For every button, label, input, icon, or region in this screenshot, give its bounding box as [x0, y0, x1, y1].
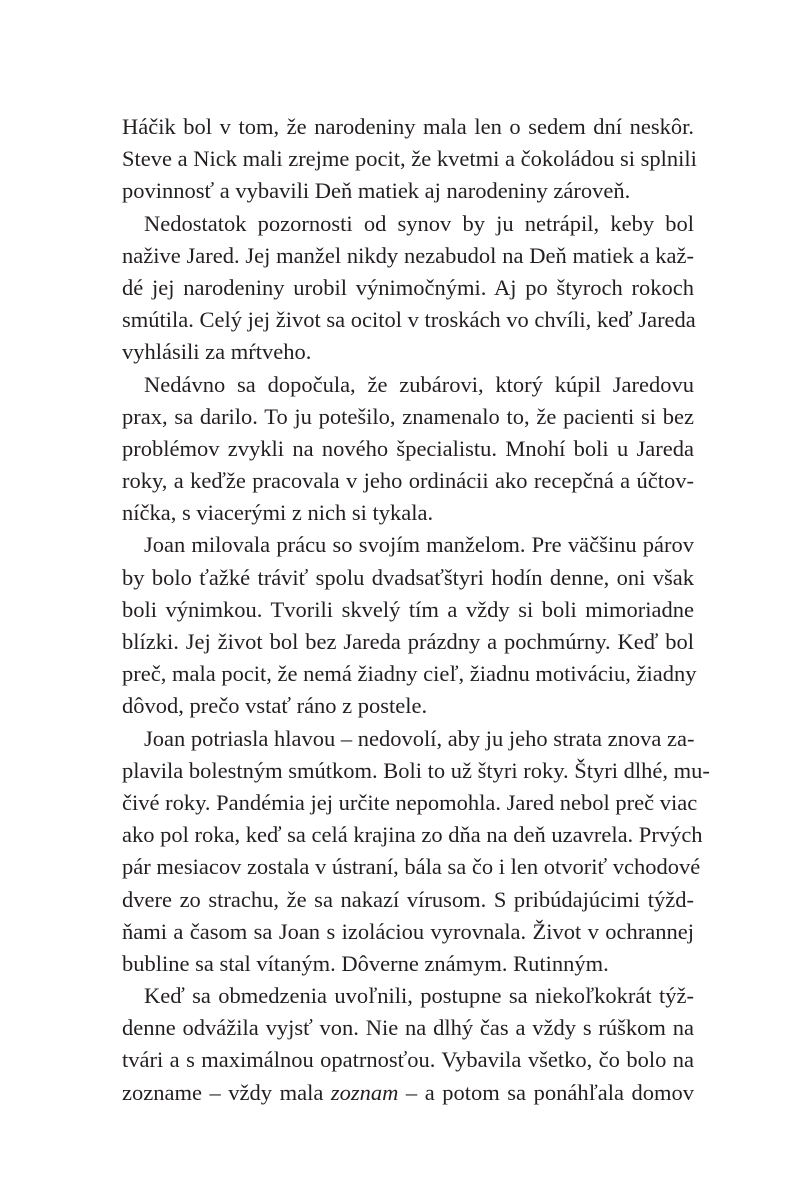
text-line: čivé roky. Pandémia jej určite nepomohla. Jared nebol preč viac: [122, 789, 698, 815]
text-line: bubline sa stal vítaným. Dôverne známym. Rutinným.: [122, 950, 609, 976]
text-line: dvere zo strachu, že sa nakazí vírusom. S pribúdajúcimi týžd-: [122, 886, 694, 912]
text-line: ako pol roka, keď sa celá krajina zo dňa na deň uzavrela. Prvých: [122, 822, 703, 848]
paragraph-5: [122, 723, 710, 981]
text-line: Joan potriasla hlavou – nedovolí, aby ju jeho strata znova za-: [144, 725, 695, 751]
text-line: dôvod, prečo vstať ráno z postele.: [122, 693, 428, 719]
text-line: Steve a Nick mali zrejme pocit, že kvetmi a čokoládou si splnili: [122, 146, 697, 172]
text-line: preč, mala pocit, že nemá žiadny cieľ, žiadnu motiváciu, žiadny: [122, 661, 697, 687]
paragraph-1: [122, 111, 697, 208]
text-line: boli výnimkou. Tvorili skvelý tím a vždy si boli mimoriadne: [122, 596, 694, 622]
text-line: dé jej narodeniny urobil výnimočnými. Aj po štyroch rokoch: [122, 274, 694, 300]
paragraph-2: [122, 208, 694, 369]
text-line: tvári a s maximálnou opatrnosťou. Vybavila všetko, čo bolo na: [122, 1047, 694, 1073]
text-line: Háčik bol v tom, že narodeniny mala len o sedem dní neskôr.: [122, 114, 694, 139]
text-line: vyhlásili za mŕtveho.: [122, 339, 312, 365]
emphasized-word: zoznam: [330, 1079, 399, 1105]
text-line: blízki. Jej život bol bez Jareda prázdny a pochmúrny. Keď bol: [122, 629, 694, 654]
text-line: smútila. Celý jej život sa ocitol v troskách vo chvíli, keď Jareda: [122, 307, 696, 333]
text-line: prax, sa darilo. To ju potešilo, znamenalo to, že pacienti si bez: [122, 403, 694, 429]
text-line: Keď sa obmedzenia uvoľnili, postupne sa niekoľkokrát týž-: [144, 983, 694, 1009]
text-line: by bolo ťažké tráviť spolu dvadsaťštyri hodín denne, oni však: [122, 564, 694, 590]
text-line: problémov zvykli na nového špecialistu. Mnohí boli u Jareda: [122, 435, 694, 461]
body-text: [122, 111, 710, 1109]
text-line: roky, a keďže pracovala v jeho ordinácii ako recepčná a účtov-: [122, 468, 694, 494]
text-line-mixed: zozname – vždy mala zoznam – a potom sa ponáhľala domov: [122, 1079, 694, 1105]
text-line: ňami a časom sa Joan s izoláciou vyrovnala. Život v ochrannej: [122, 918, 694, 944]
text-line: Joan milovala prácu so svojím manželom. Pre väčšinu párov: [144, 532, 694, 558]
paragraph-3: [122, 369, 694, 530]
paragraph-6: [122, 980, 694, 1109]
text-line: nažive Jared. Jej manžel nikdy nezabudol na Deň matiek a kaž-: [122, 242, 694, 268]
text-line: níčka, s viacerými z nich si tykala.: [122, 500, 434, 526]
text-line: denne odvážila vyjsť von. Nie na dlhý čas a vždy s rúškom na: [122, 1015, 694, 1041]
text-line: plavila bolestným smútkom. Boli to už štyri roky. Štyri dlhé, mu-: [122, 757, 710, 783]
paragraph-4: [122, 529, 697, 722]
text-line: Nedávno sa dopočula, že zubárovi, ktorý kúpil Jaredovu: [144, 371, 694, 397]
text-line: Nedostatok pozornosti od synov by ju netrápil, keby bol: [144, 210, 694, 236]
text-line: pár mesiacov zostala v ústraní, bála sa čo i len otvoriť vchodové: [122, 854, 701, 880]
text-line: povinnosť a vybavili Deň matiek aj narodeniny zároveň.: [122, 178, 631, 204]
